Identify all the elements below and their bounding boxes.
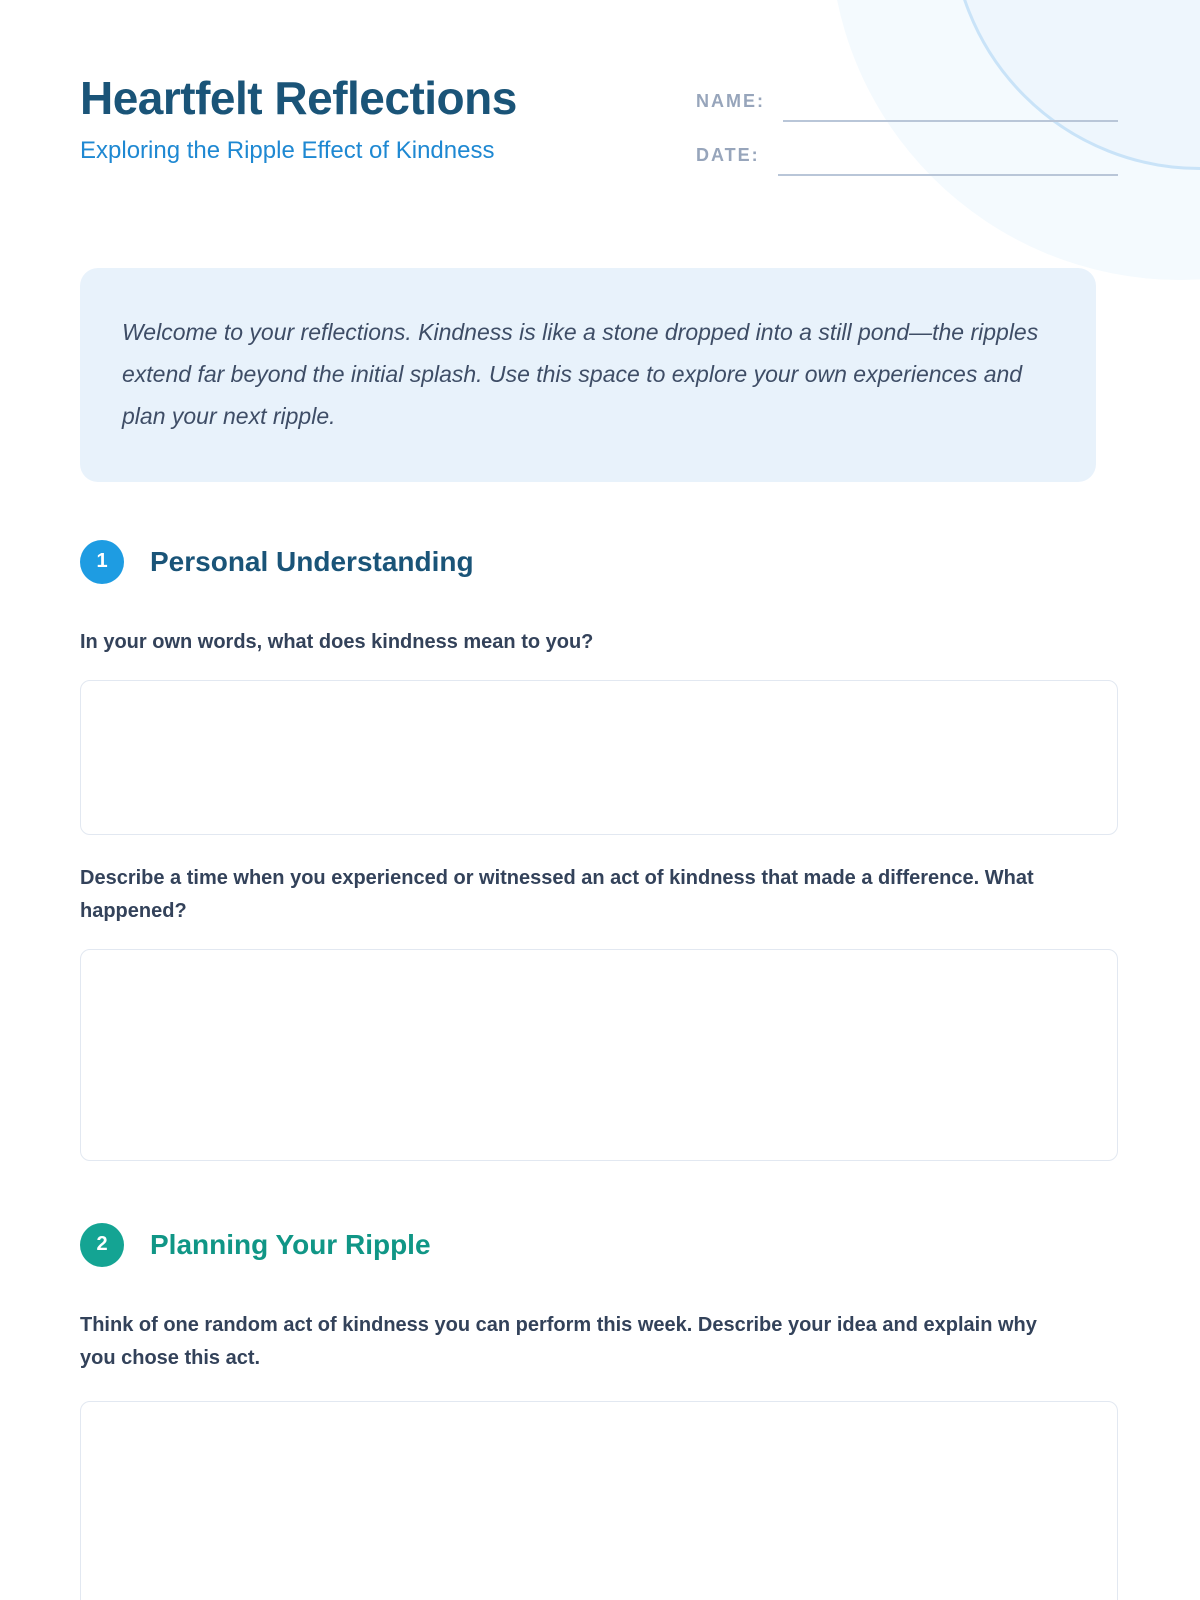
page-header bbox=[80, 72, 1118, 196]
name-field-row bbox=[696, 88, 1118, 122]
section-2-header bbox=[80, 1223, 1118, 1267]
name-label: NAME: bbox=[696, 91, 765, 111]
title-block bbox=[80, 72, 517, 165]
section-planning-your-ripple bbox=[80, 1223, 1118, 1600]
name-input[interactable] bbox=[783, 88, 1118, 122]
header-fields bbox=[696, 88, 1118, 196]
intro-card bbox=[80, 268, 1096, 482]
section-1-header bbox=[80, 540, 1118, 584]
section-2-number-badge: 2 bbox=[80, 1223, 124, 1267]
page-title: Heartfelt Reflections bbox=[80, 72, 517, 124]
section-1-number-badge: 1 bbox=[80, 540, 124, 584]
question-1-prompt: In your own words, what does kindness mean to you? bbox=[80, 630, 594, 653]
section-personal-understanding bbox=[80, 540, 1118, 1161]
question-1-answer-box[interactable] bbox=[80, 680, 1118, 835]
intro-text: Welcome to your reflections. Kindness is like a stone dropped into a still pond—the ripples extend far beyond the initial splash. Use this space to explore your own experiences and plan your next ripple. bbox=[122, 319, 1039, 429]
date-input[interactable] bbox=[778, 142, 1118, 176]
section-2-title: Planning Your Ripple bbox=[150, 1228, 431, 1260]
date-label: DATE: bbox=[696, 145, 760, 165]
question-2-answer-box[interactable] bbox=[80, 949, 1118, 1161]
date-field-row bbox=[696, 142, 1118, 176]
section-1-title: Personal Understanding bbox=[150, 545, 474, 577]
page-subtitle: Exploring the Ripple Effect of Kindness bbox=[80, 136, 495, 164]
question-3-prompt: Think of one random act of kindness you can perform this week. Describe your idea and explain why you chose this act. bbox=[80, 1313, 1037, 1369]
question-2-prompt: Describe a time when you experienced or witnessed an act of kindness that made a difference. What happened? bbox=[80, 866, 1034, 922]
question-3-answer-box[interactable] bbox=[80, 1401, 1118, 1600]
